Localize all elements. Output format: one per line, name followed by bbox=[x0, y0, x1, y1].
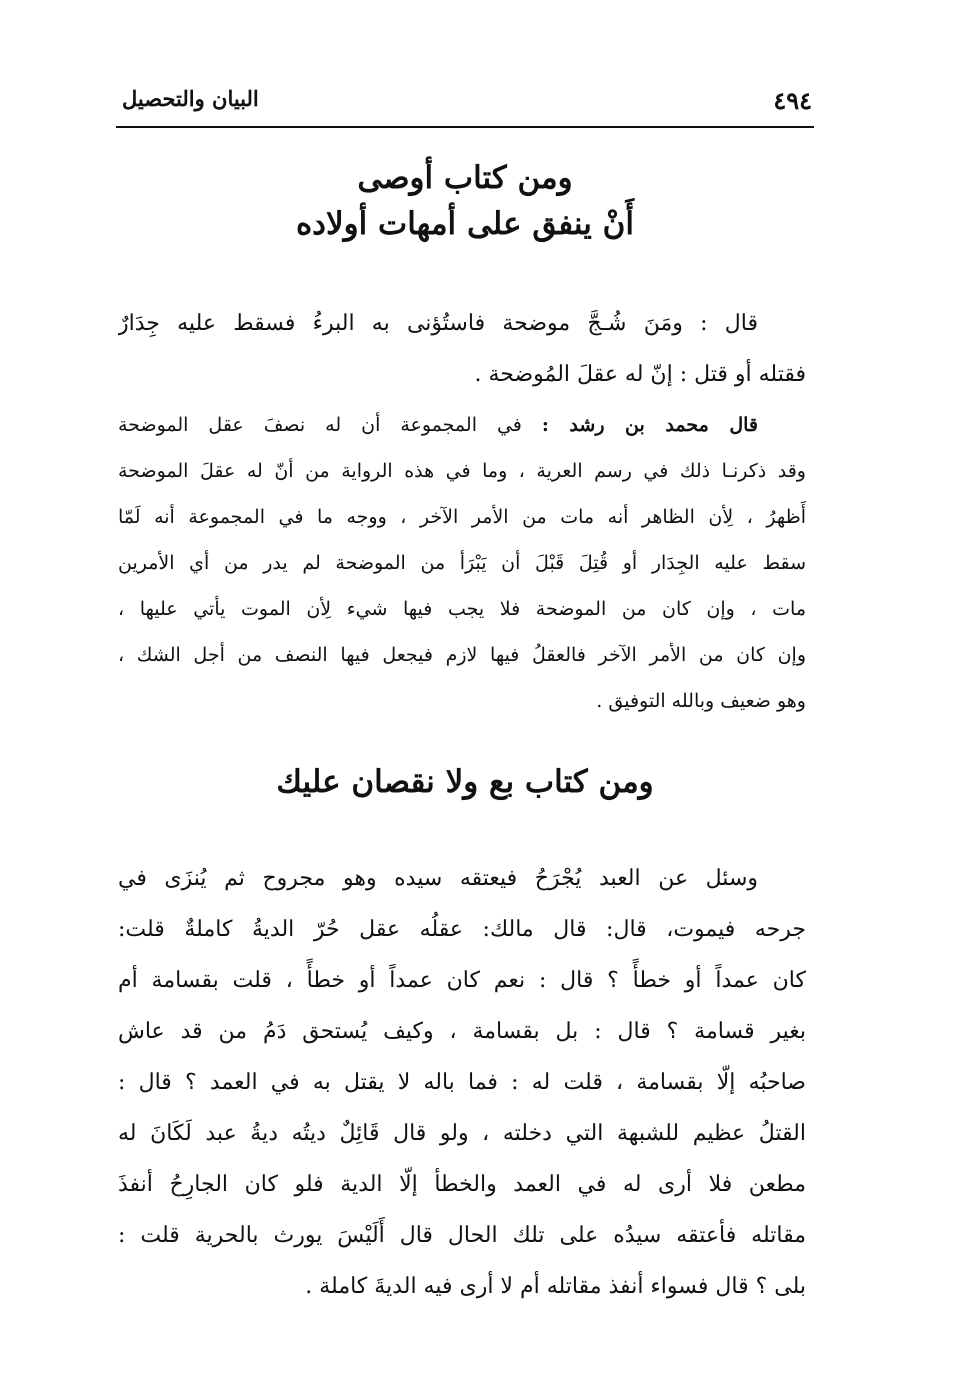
body-line: بغير قسامة ؟ قال : بل بقسامة ، وكيف يُستحق دَمُ من قد عاش bbox=[118, 1019, 806, 1044]
section1-question bbox=[118, 298, 806, 400]
commentary-line bbox=[118, 402, 806, 448]
commentary-line: وقد ذكرنـا ذلك في رسم العرية ، وما في هذه الرواية من أنّ له عقلَ الموضحة bbox=[118, 460, 806, 482]
section1-heading-line1: ومن كتاب أوصى bbox=[357, 160, 573, 196]
section1-commentary bbox=[118, 402, 806, 724]
running-header bbox=[118, 80, 812, 120]
commentary-line: مات ، وإن كان من الموضحة فلا يجب فيها شيء لِأن الموت يأتي عليها ، bbox=[118, 598, 806, 620]
section2-heading: ومن كتاب بع ولا نقصان عليك bbox=[276, 764, 654, 800]
body-line: مقاتله فأعتقه سيدُه على تلك الحال قال أَلَيْسَ يورث بالحرية قلت : bbox=[118, 1223, 806, 1248]
section1-heading-line2: أَنْ ينفق على أمهات أولاده bbox=[295, 206, 635, 242]
commentary-line: أَظهرُ ، لِأن الظاهر أنه مات من الأمر الآخر ، ووجه ما في المجموعة أنه لَمّا bbox=[118, 506, 806, 528]
body-line: كان عمداً أو خطأً ؟ قال : نعم كان عمداً أو خطأً ، قلت بقسامة أم bbox=[118, 968, 806, 993]
body-line: بلى ؟ قال فسواء أنفذ مقاتله أم لا أرى فيه الديةَ كاملة . bbox=[305, 1274, 806, 1299]
section2-body bbox=[118, 853, 806, 1312]
body-line: القتلُ عظيم للشبهة التي دخلته ، ولو قال قَائِلٌ ديتُه ديةُ عبد لَكَانَ له bbox=[118, 1121, 806, 1146]
commentary-line: سقط عليه الجِدَار أو قُتِلَ قَبْلَ أن يَبْرَأ من الموضحة لم يدر من أي الأمرين bbox=[118, 552, 806, 574]
header-divider bbox=[116, 126, 814, 128]
question-line: قال : ومَنَ شُـجَّ موضحة فاستُؤنى به البرءُ فسقط عليه جِدَارٌ bbox=[118, 311, 758, 336]
commentary-line: وإن كان من الأمر الآخر فالعقلُ فيها لازم فيجعل فيها النصف من أجل الشك ، bbox=[118, 644, 806, 666]
body-line: صاحبُه إلّا بقسامة ، قلت له : فما باله لا يقتل به في العمد ؟ قال : bbox=[118, 1070, 806, 1095]
commentary-line: وهو ضعيف وبالله التوفيق . bbox=[596, 690, 806, 712]
book-title: البيان والتحصيل bbox=[122, 86, 259, 111]
question-line: فقتله أو قتل : إنّ له عقلَ المُوضحة . bbox=[474, 362, 806, 387]
commentary-lead: قال محمد بن رشد : bbox=[541, 414, 758, 436]
body-line: مطعن فلا أرى له في العمد والخطأ إلّا الدية فلو كان الجارِحُ أنفذَ bbox=[118, 1172, 806, 1197]
page-number: ٤٩٤ bbox=[773, 86, 812, 115]
commentary-line-text: في المجموعة أن له نصفَ عقل الموضحة bbox=[118, 414, 522, 436]
body-line: جرحه فيموت، قال: قال مالك: عقلُه عقل حُرّ الديةُ كاملةٌ قلت: bbox=[118, 917, 806, 942]
body-line: وسئل عن العبد يُجْرَحُ فيعتقه سيده وهو مجروح ثم يُنزَى في bbox=[118, 866, 758, 891]
